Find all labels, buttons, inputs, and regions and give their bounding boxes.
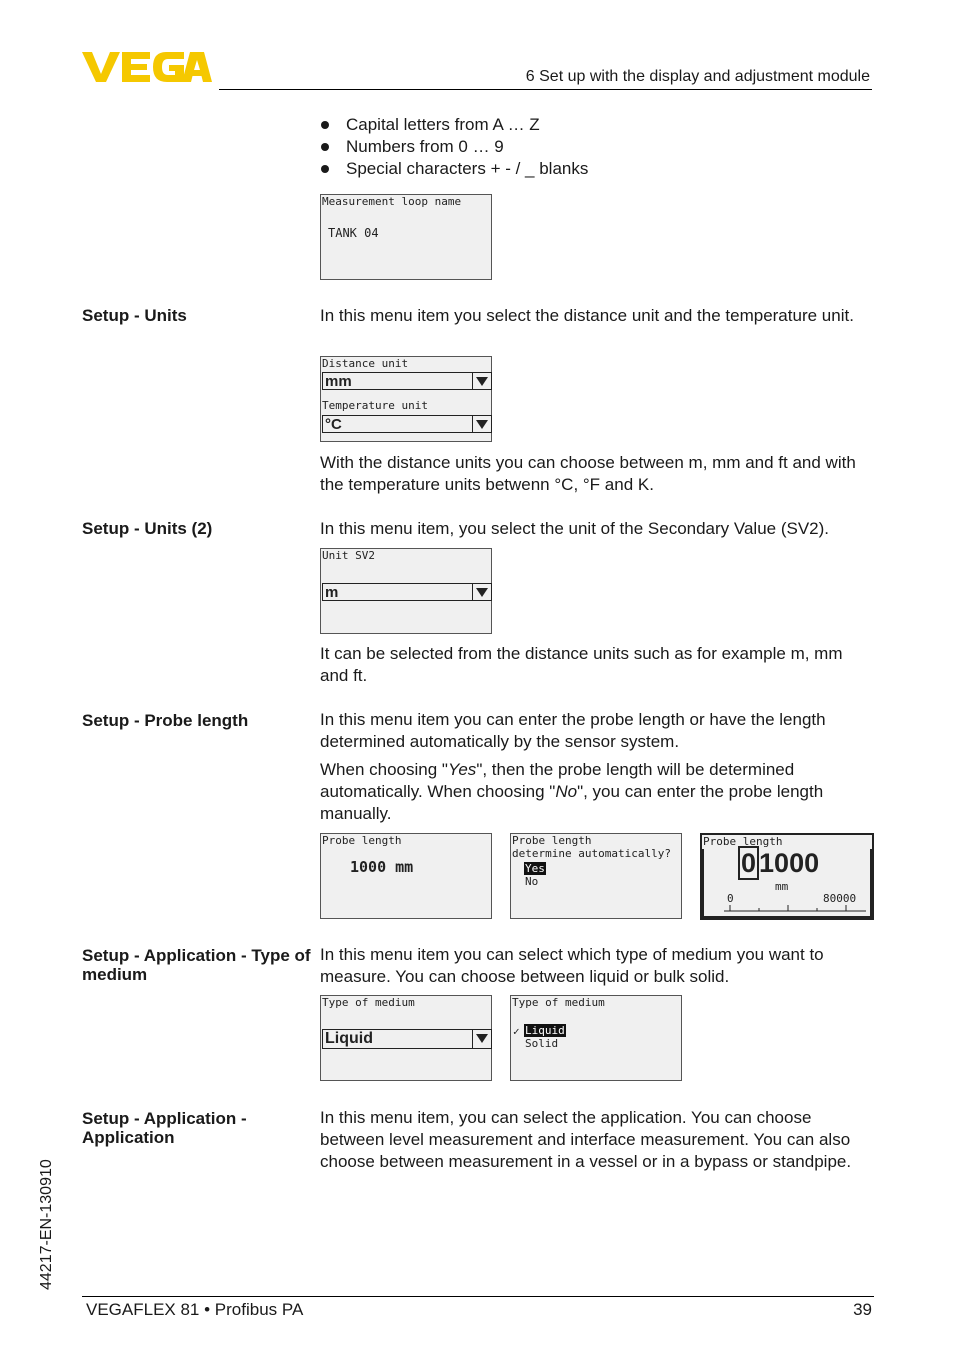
product-name: VEGAFLEX 81 • Profibus PA (86, 1300, 304, 1319)
dropdown-value: Liquid (325, 1030, 373, 1047)
chevron-down-icon[interactable] (472, 373, 491, 389)
scale-bar (722, 903, 868, 913)
heading-setup-units: Setup - Units (82, 306, 187, 325)
header-divider (219, 89, 872, 90)
scale-max: 80000 (823, 892, 857, 905)
lcd-units (320, 356, 492, 442)
temperature-unit-dropdown[interactable] (322, 415, 492, 433)
lcd-title: Type of medium (512, 996, 605, 1009)
option-liquid[interactable]: Liquid (525, 1024, 565, 1037)
vega-logo (82, 50, 212, 84)
lcd-value: 1000 mm (350, 858, 414, 876)
chevron-down-icon[interactable] (472, 416, 491, 432)
lcd-type-of-medium-list (510, 995, 682, 1081)
dropdown-value: mm (325, 373, 352, 390)
lcd-title: Probe length (512, 834, 592, 847)
lcd-temperature-label: Temperature unit (322, 399, 428, 412)
unit-label: mm (775, 880, 789, 893)
lcd-distance-label: Distance unit (322, 357, 409, 370)
list-item: Special characters + - / _ blanks (320, 158, 588, 180)
digits: 1000 (759, 848, 820, 878)
medium-dropdown[interactable] (322, 1029, 492, 1049)
character-list (320, 114, 588, 180)
dropdown-value: °C (325, 416, 342, 433)
lcd-subtitle: determine automatically? (512, 847, 671, 860)
units2-note: It can be selected from the distance units such as for example m, mm and ft. (320, 644, 843, 685)
lcd-probe-edit (700, 833, 874, 920)
chevron-down-icon[interactable] (472, 1030, 491, 1048)
lcd-type-of-medium (320, 995, 492, 1081)
list-item: Capital letters from A … Z (320, 114, 588, 136)
scale-min: 0 (727, 892, 734, 905)
chevron-down-icon[interactable] (472, 584, 491, 600)
option-no[interactable]: No (525, 875, 539, 888)
heading-application: Setup - Application - Application (82, 1109, 247, 1147)
document-code: 44217-EN-130910 (38, 1159, 55, 1290)
lcd-unit-sv2 (320, 548, 492, 634)
check-icon: ✓ (513, 1025, 520, 1038)
probe-description: In this menu item you can enter the probe length or have the length determined automatically by the sensor system. When choosing "Yes", then the probe length will be determined automatically. When choosing "No", you can enter the probe length manually. (320, 710, 826, 823)
application-description: In this menu item, you can select the application. You can choose between level measurement and interface measurement. You can also choose between measurement in a vessel or in a bypass or standpipe. (320, 1108, 852, 1171)
lcd-value: TANK 04 (328, 226, 379, 240)
footer-divider (82, 1296, 874, 1297)
lcd-probe-auto (510, 833, 682, 919)
dropdown-value: m (325, 584, 339, 601)
option-yes[interactable]: Yes (525, 862, 545, 875)
units-description: In this menu item you select the distance unit and the temperature unit. (320, 306, 854, 325)
option-solid[interactable]: Solid (525, 1037, 559, 1050)
unit-sv2-dropdown[interactable] (322, 583, 492, 601)
heading-setup-probe-length: Setup - Probe length (82, 711, 249, 730)
selected-digit[interactable]: 0 (738, 846, 759, 880)
heading-type-of-medium: Setup - Application - Type of medium (82, 946, 311, 984)
lcd-title: Measurement loop name (322, 195, 462, 208)
section-title: 6 Set up with the display and adjustment module (525, 68, 870, 85)
list-item: Numbers from 0 … 9 (320, 136, 588, 158)
value-editor[interactable] (738, 848, 819, 878)
units2-description: In this menu item, you select the unit of the Secondary Value (SV2). (320, 519, 830, 538)
medium-description: In this menu item you can select which type of medium you want to measure. You can choose between liquid or bulk solid. (320, 945, 824, 986)
lcd-title: Probe length (703, 835, 783, 848)
lcd-title: Type of medium (322, 996, 415, 1009)
distance-unit-dropdown[interactable] (322, 372, 492, 390)
lcd-measurement-loop-name (320, 194, 492, 280)
heading-setup-units-2: Setup - Units (2) (82, 519, 213, 538)
lcd-title: Unit SV2 (322, 549, 375, 562)
page-number: 39 (853, 1300, 872, 1319)
units-note: With the distance units you can choose between m, mm and ft and with the temperature units betwenn °C, °F and K. (320, 453, 856, 494)
lcd-probe-length (320, 833, 492, 919)
lcd-title: Probe length (322, 834, 402, 847)
